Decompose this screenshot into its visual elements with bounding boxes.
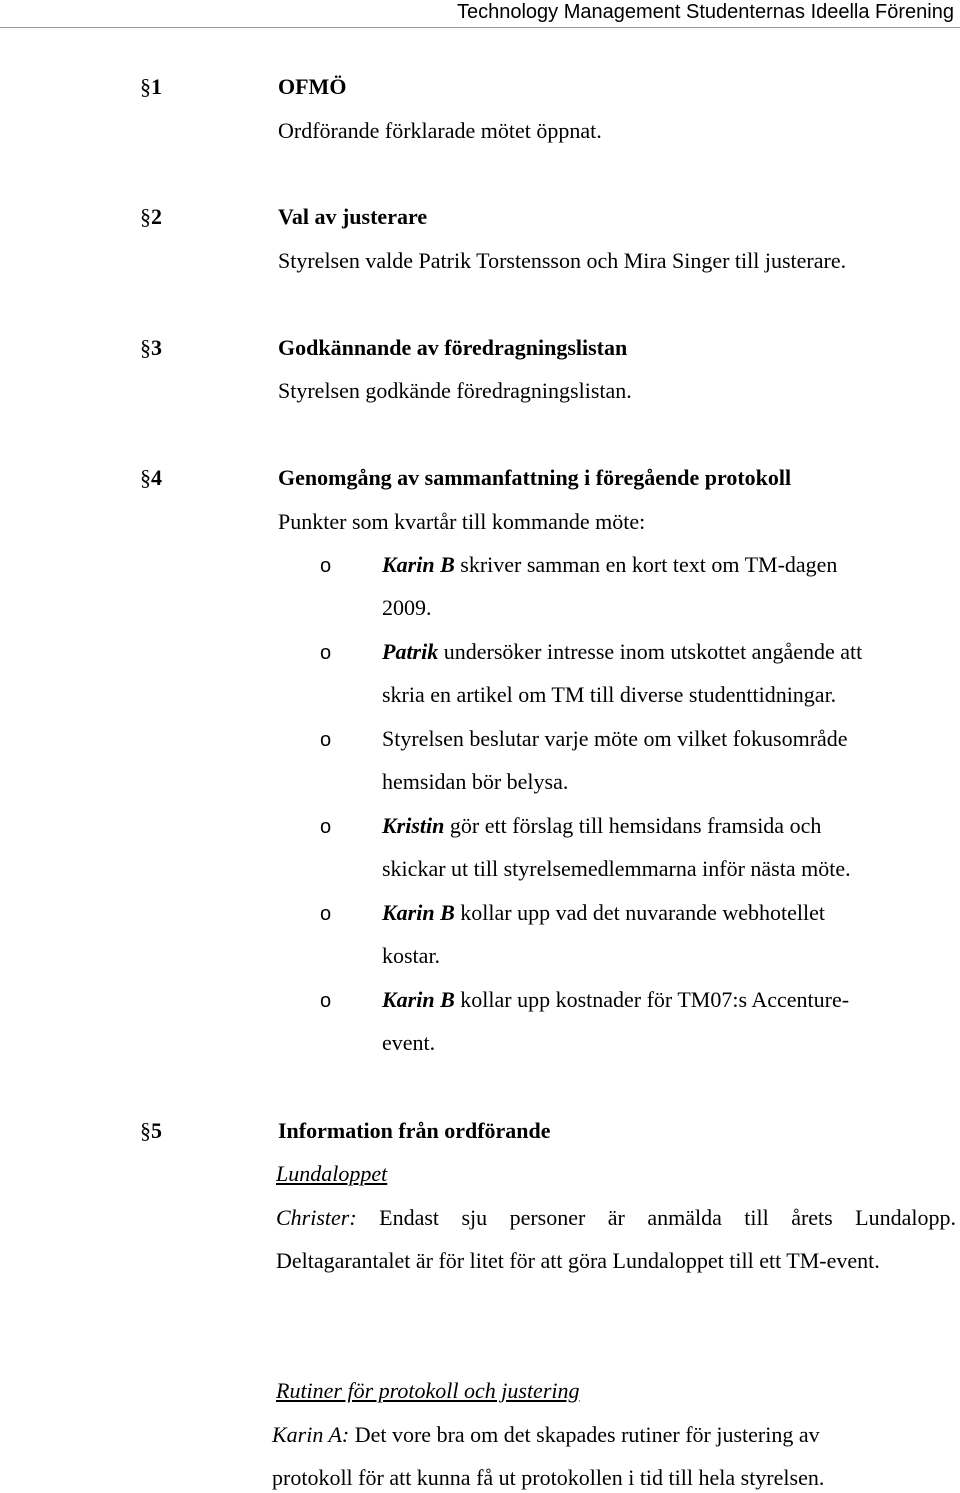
paragraph-karin-a-line-2: protokoll för att kunna få ut protokollen i tid till hela styrelsen. [272, 1465, 825, 1490]
topic-rutiner: Rutiner för protokoll och justering [276, 1378, 580, 1403]
section-4-body: Punkter som kvartår till kommande möte: [278, 509, 646, 534]
bullet-item-4-line-1: Kristin gör ett förslag till hemsidans framsida och [382, 813, 822, 838]
bullet-marker: o [320, 729, 332, 751]
bullet-item-4-line-2: skickar ut till styrelsemedlemmarna inför nästa möte. [382, 856, 851, 881]
topic-lundaloppet: Lundaloppet [276, 1161, 388, 1186]
paragraph-christer: Christer: Endast sju personer är anmälda till årets Lundalopp. Deltagarantalet är för litet för att göra Lundaloppet till ett TM-event. [276, 1205, 956, 1273]
bullet-marker: o [320, 816, 332, 838]
page-header [0, 0, 960, 28]
bullet-item-2-line-2: skria en artikel om TM till diverse studenttidningar. [382, 682, 837, 707]
section-5-number: §5 [140, 1118, 162, 1143]
section-2-title: Val av justerare [278, 204, 428, 229]
bullet-item-1-line-1: Karin B skriver samman en kort text om TM-dagen [382, 552, 838, 577]
bullet-item-1-line-2: 2009. [382, 595, 432, 620]
bullet-marker: o [320, 555, 332, 577]
section-2-body: Styrelsen valde Patrik Torstensson och Mira Singer till justerare. [278, 248, 847, 273]
section-1-number: §1 [140, 74, 162, 99]
section-3-title: Godkännande av föredragningslistan [278, 335, 628, 360]
section-4-title: Genomgång av sammanfattning i föregående protokoll [278, 465, 792, 490]
bullet-item-5-line-2: kostar. [382, 943, 441, 968]
paragraph-karin-a-line-1: Karin A: Det vore bra om det skapades rutiner för justering av [272, 1422, 820, 1447]
bullet-marker: o [320, 990, 332, 1012]
bullet-marker: o [320, 903, 332, 925]
section-3-number: §3 [140, 335, 162, 360]
section-1-body: Ordförande förklarade mötet öppnat. [278, 118, 602, 143]
header-org-name: Technology Management Studenternas Ideella Förening [457, 1, 954, 23]
section-1-title: OFMÖ [278, 74, 347, 99]
bullet-item-2-line-1: Patrik undersöker intresse inom utskottet angående att [382, 639, 863, 664]
bullet-item-5-line-1: Karin B kollar upp vad det nuvarande webhotellet [382, 900, 825, 925]
section-5-title: Information från ordförande [278, 1118, 551, 1143]
bullet-item-3-line-1: Styrelsen beslutar varje möte om vilket fokusområde [382, 726, 848, 751]
section-2-number: §2 [140, 204, 162, 229]
section-3-body: Styrelsen godkände föredragningslistan. [278, 378, 632, 403]
bullet-marker: o [320, 642, 332, 664]
section-4-number: §4 [140, 465, 162, 490]
bullet-item-6-line-1: Karin B kollar upp kostnader för TM07:s Accenture- [382, 987, 850, 1012]
bullet-item-6-line-2: event. [382, 1030, 436, 1055]
bullet-item-3-line-2: hemsidan bör belysa. [382, 769, 569, 794]
